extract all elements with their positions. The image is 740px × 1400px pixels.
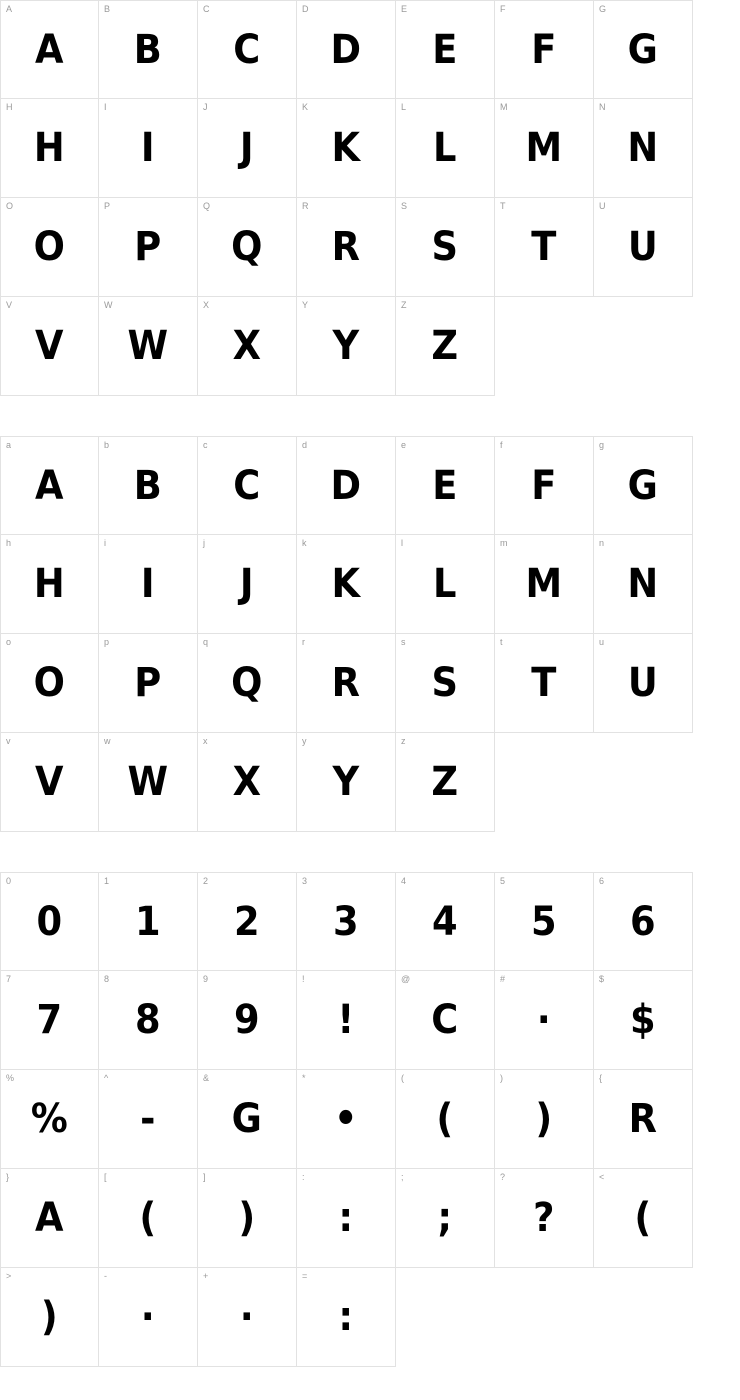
charset-cell-glyph: T	[531, 224, 557, 270]
charset-cell-label: S	[401, 201, 408, 211]
charset-cell[interactable]	[594, 1169, 693, 1268]
charset-cell[interactable]	[0, 99, 99, 198]
charset-cell-glyph: K	[331, 125, 361, 171]
charset-cell[interactable]	[0, 436, 99, 535]
charset-cell-label: y	[302, 736, 307, 746]
charset-cell[interactable]	[198, 297, 297, 396]
charset-cell[interactable]	[594, 0, 693, 99]
charset-cell-label: T	[500, 201, 506, 211]
charset-cell-label: l	[401, 538, 403, 548]
charset-cell[interactable]	[396, 872, 495, 971]
charset-cell[interactable]	[99, 99, 198, 198]
charset-cell[interactable]	[99, 198, 198, 297]
charset-cell-label: s	[401, 637, 406, 647]
charset-cell-empty	[594, 297, 693, 396]
charset-cell-label: z	[401, 736, 406, 746]
charset-row	[0, 1070, 740, 1169]
charset-cell[interactable]	[0, 198, 99, 297]
charset-cell-empty	[594, 733, 693, 832]
charset-row	[0, 297, 740, 396]
charset-cell-label: {	[599, 1073, 603, 1083]
charset-cell[interactable]	[0, 1070, 99, 1169]
charset-cell-glyph: J	[239, 561, 255, 607]
charset-cell[interactable]	[198, 436, 297, 535]
charset-cell-label: v	[6, 736, 11, 746]
charset-cell-glyph: P	[134, 660, 162, 706]
charset-cell[interactable]	[99, 1169, 198, 1268]
charset-cell-label: g	[599, 440, 605, 450]
charset-cell-glyph: V	[35, 759, 64, 805]
charset-cell-label: B	[104, 4, 111, 14]
charset-cell-glyph: Y	[332, 323, 360, 369]
charset-cell-glyph: 6	[629, 898, 657, 945]
charset-cell-glyph: U	[627, 224, 659, 270]
charset-cell[interactable]	[495, 0, 594, 99]
charset-block-lowercase	[0, 436, 740, 832]
charset-cell-label: K	[302, 102, 309, 112]
charset-cell-label: k	[302, 538, 307, 548]
charset-cell-label: f	[500, 440, 503, 450]
charset-cell[interactable]	[198, 1268, 297, 1367]
charset-cell[interactable]	[99, 733, 198, 832]
charset-cell-label: x	[203, 736, 208, 746]
charset-cell-glyph: ·	[536, 997, 552, 1043]
charset-cell-label: p	[104, 637, 110, 647]
charset-cell[interactable]	[0, 634, 99, 733]
charset-cell-label: ^	[104, 1073, 109, 1083]
charset-cell[interactable]	[594, 1070, 693, 1169]
charset-cell[interactable]	[0, 535, 99, 634]
charset-cell-label: (	[401, 1073, 404, 1083]
charset-row	[0, 971, 740, 1070]
charset-cell[interactable]	[396, 733, 495, 832]
charset-cell[interactable]	[99, 1070, 198, 1169]
charset-cell-glyph: (	[139, 1195, 157, 1241]
charset-cell-glyph: C	[233, 462, 261, 509]
charset-cell-glyph: Y	[332, 759, 360, 805]
charset-cell-label: :	[302, 1172, 305, 1182]
charset-cell-glyph: M	[525, 561, 563, 607]
charset-cell[interactable]	[594, 535, 693, 634]
charset-cell-glyph: D	[330, 462, 362, 509]
charset-cell[interactable]	[396, 1169, 495, 1268]
charset-cell[interactable]	[297, 1169, 396, 1268]
charset-cell-glyph: 5	[530, 898, 558, 945]
charset-cell-label: &	[203, 1073, 210, 1083]
charset-cell[interactable]	[594, 971, 693, 1070]
charset-cell-glyph: W	[127, 759, 169, 805]
charset-cell-glyph: O	[33, 224, 66, 270]
charset-cell-glyph: 1	[134, 898, 162, 945]
charset-cell-glyph: Z	[431, 323, 459, 369]
charset-cell[interactable]	[297, 99, 396, 198]
charset-cell-label: L	[401, 102, 407, 112]
charset-cell-glyph: )	[535, 1096, 553, 1142]
charset-cell-label: c	[203, 440, 208, 450]
charset-cell[interactable]	[396, 535, 495, 634]
charset-row	[0, 634, 740, 733]
charset-cell[interactable]	[297, 0, 396, 99]
charset-cell[interactable]	[297, 436, 396, 535]
charset-cell-glyph: C	[233, 26, 261, 73]
charset-cell-label: G	[599, 4, 607, 14]
charset-cell-label: P	[104, 201, 111, 211]
charset-cell[interactable]	[0, 297, 99, 396]
charset-cell[interactable]	[99, 0, 198, 99]
charset-cell-label: 1	[104, 876, 110, 886]
charset-cell-glyph: B	[133, 26, 163, 73]
charset-cell-glyph: H	[33, 125, 66, 171]
charset-cell-glyph: G	[231, 1096, 263, 1142]
charset-cell-glyph: N	[627, 125, 659, 171]
charset-cell-glyph: 8	[134, 997, 162, 1043]
charset-cell[interactable]	[396, 634, 495, 733]
charset-cell[interactable]	[396, 198, 495, 297]
charset-cell-label: *	[302, 1073, 306, 1083]
charset-block-digits-and-symbols	[0, 872, 740, 1367]
charset-cell-glyph: R	[331, 224, 361, 270]
charset-cell-glyph: F	[531, 462, 557, 509]
charset-cell-glyph: P	[134, 224, 162, 270]
charset-cell[interactable]	[198, 0, 297, 99]
charset-cell[interactable]	[495, 99, 594, 198]
charset-cell-label: H	[6, 102, 13, 112]
charset-cell-empty	[594, 1268, 693, 1367]
charset-cell-glyph: T	[531, 660, 557, 706]
charset-cell[interactable]	[0, 1268, 99, 1367]
charset-cell-glyph: S	[431, 660, 459, 706]
charset-cell-label: V	[6, 300, 13, 310]
charset-cell-glyph: 7	[36, 997, 63, 1043]
charset-cell[interactable]	[297, 872, 396, 971]
charset-cell[interactable]	[495, 198, 594, 297]
charset-cell[interactable]	[297, 535, 396, 634]
charset-cell-glyph: A	[35, 1195, 64, 1241]
charset-cell-glyph: ·	[140, 1294, 156, 1340]
charset-cell-glyph: (	[634, 1195, 652, 1241]
charset-cell-glyph: K	[331, 561, 361, 607]
charset-cell[interactable]	[594, 198, 693, 297]
charset-cell-label: }	[6, 1172, 10, 1182]
charset-cell[interactable]	[396, 99, 495, 198]
charset-cell-glyph: G	[627, 462, 659, 509]
charset-cell[interactable]	[99, 971, 198, 1070]
charset-row	[0, 436, 740, 535]
charset-cell-label: ]	[203, 1172, 206, 1182]
charset-cell-label: Z	[401, 300, 407, 310]
charset-cell-glyph: J	[239, 125, 255, 171]
charset-cell-label: d	[302, 440, 308, 450]
charset-cell[interactable]	[99, 297, 198, 396]
charset-cell-label: C	[203, 4, 210, 14]
charset-cell-glyph: O	[33, 660, 66, 706]
charset-cell[interactable]	[495, 1070, 594, 1169]
charset-cell-label: $	[599, 974, 605, 984]
charset-cell-label: o	[6, 637, 12, 647]
charset-cell-glyph: D	[330, 26, 362, 73]
charset-cell-label: D	[302, 4, 309, 14]
charset-cell-glyph: A	[35, 26, 64, 73]
charset-cell[interactable]	[297, 297, 396, 396]
charset-cell-glyph: V	[35, 323, 64, 369]
charset-cell-glyph: ?	[533, 1195, 555, 1241]
charset-cell-label: J	[203, 102, 208, 112]
charset-cell-label: =	[302, 1271, 308, 1281]
charset-cell[interactable]	[99, 872, 198, 971]
charset-cell-glyph: )	[238, 1195, 256, 1241]
charset-cell-glyph: I	[140, 561, 156, 607]
charset-cell-glyph: •	[333, 1096, 358, 1142]
charset-cell[interactable]	[198, 1070, 297, 1169]
charset-cell-glyph: F	[531, 26, 557, 73]
charset-cell-label: [	[104, 1172, 107, 1182]
charset-cell[interactable]	[198, 872, 297, 971]
charset-cell-label: q	[203, 637, 209, 647]
charset-cell-label: b	[104, 440, 110, 450]
charset-cell-glyph: Q	[231, 660, 263, 706]
charset-cell[interactable]	[594, 872, 693, 971]
charset-cell[interactable]	[0, 872, 99, 971]
charset-cell[interactable]	[495, 634, 594, 733]
charset-cell-glyph: C	[431, 997, 459, 1043]
charset-cell-glyph: ·	[239, 1294, 255, 1340]
charset-cell-glyph: L	[433, 125, 457, 171]
charset-cell[interactable]	[0, 1169, 99, 1268]
charset-cell-glyph: %	[30, 1096, 69, 1142]
charset-cell-label: h	[6, 538, 12, 548]
charset-cell-label: i	[104, 538, 106, 548]
charset-cell-label: 7	[6, 974, 12, 984]
charset-cell-label: Q	[203, 201, 211, 211]
charset-cell[interactable]	[495, 971, 594, 1070]
charset-cell-label: 2	[203, 876, 209, 886]
charset-cell-label: 8	[104, 974, 110, 984]
charset-cell-label: F	[500, 4, 506, 14]
charset-cell[interactable]	[396, 436, 495, 535]
charset-cell-label: w	[104, 736, 111, 746]
charset-cell-label: 5	[500, 876, 506, 886]
charset-cell[interactable]	[297, 971, 396, 1070]
charset-cell-glyph: )	[40, 1294, 59, 1340]
charset-cell-glyph: X	[232, 759, 262, 805]
charset-cell[interactable]	[198, 733, 297, 832]
charset-row	[0, 198, 740, 297]
charset-cell-glyph: E	[432, 462, 458, 509]
charset-cell-glyph: A	[35, 462, 64, 509]
charset-cell-glyph: Z	[431, 759, 459, 805]
charset-cell[interactable]	[495, 872, 594, 971]
charset-cell[interactable]	[198, 198, 297, 297]
charset-cell-glyph: 9	[233, 997, 261, 1043]
charset-cell-label: E	[401, 4, 408, 14]
charset-cell-label: 9	[203, 974, 209, 984]
charset-cell-label: M	[500, 102, 508, 112]
charset-cell-label: u	[599, 637, 605, 647]
charset-cell-label: @	[401, 974, 411, 984]
charset-cell-label: A	[6, 4, 13, 14]
charset-cell-glyph: R	[331, 660, 361, 706]
charset-cell[interactable]	[297, 634, 396, 733]
charset-cell-glyph: X	[232, 323, 262, 369]
charset-cell[interactable]	[594, 436, 693, 535]
charset-cell-glyph: W	[127, 323, 169, 369]
charset-cell-glyph: U	[627, 660, 659, 706]
charset-block-uppercase	[0, 0, 740, 396]
charset-cell-glyph: B	[133, 462, 163, 509]
charset-cell[interactable]	[396, 1070, 495, 1169]
charset-cell-label: a	[6, 440, 12, 450]
charset-row	[0, 733, 740, 832]
charset-cell-glyph: $	[629, 997, 657, 1043]
charset-cell-label: <	[599, 1172, 605, 1182]
charset-cell-glyph: 0	[36, 898, 63, 945]
charset-cell-label: 6	[599, 876, 605, 886]
charset-cell-label: r	[302, 637, 305, 647]
charset-cell-glyph: :	[338, 1294, 354, 1340]
charset-cell-glyph: !	[337, 997, 355, 1043]
charset-cell[interactable]	[0, 0, 99, 99]
charset-cell-label: +	[203, 1271, 209, 1281]
charset-row	[0, 872, 740, 971]
charset-cell-glyph: I	[140, 125, 156, 171]
charset-cell-empty	[495, 733, 594, 832]
charset-cell[interactable]	[198, 634, 297, 733]
charset-row	[0, 535, 740, 634]
charset-cell[interactable]	[396, 971, 495, 1070]
charset-cell[interactable]	[396, 297, 495, 396]
charset-cell-label: 3	[302, 876, 308, 886]
charset-row	[0, 1268, 740, 1367]
charset-cell-glyph: S	[431, 224, 459, 270]
charset-cell[interactable]	[99, 436, 198, 535]
charset-cell[interactable]	[198, 99, 297, 198]
charset-cell[interactable]	[99, 634, 198, 733]
charset-cell-label: I	[104, 102, 107, 112]
charset-cell-label: m	[500, 538, 508, 548]
charset-cell-empty	[396, 1268, 495, 1367]
charset-cell-label: U	[599, 201, 606, 211]
charset-cell[interactable]	[297, 733, 396, 832]
charset-cell-label: N	[599, 102, 606, 112]
charset-cell-label: j	[203, 538, 205, 548]
charset-cell-label: Y	[302, 300, 309, 310]
charset-cell[interactable]	[495, 535, 594, 634]
charset-cell-label: e	[401, 440, 407, 450]
charset-cell[interactable]	[198, 535, 297, 634]
charset-row	[0, 99, 740, 198]
charset-cell-glyph: -	[140, 1096, 156, 1142]
charset-cell[interactable]	[495, 1169, 594, 1268]
charset-cell-label: 0	[6, 876, 12, 886]
charset-row	[0, 1169, 740, 1268]
charset-cell-empty	[495, 1268, 594, 1367]
charset-cell-empty	[495, 297, 594, 396]
charset-cell-label: n	[599, 538, 605, 548]
charset-cell[interactable]	[99, 535, 198, 634]
charset-cell-label: !	[302, 974, 305, 984]
charset-cell[interactable]	[297, 198, 396, 297]
charset-cell-label: t	[500, 637, 503, 647]
charset-cell-label: 4	[401, 876, 407, 886]
charset-cell-label: -	[104, 1271, 107, 1281]
charset-cell-glyph: L	[433, 561, 457, 607]
charset-cell-label: W	[104, 300, 113, 310]
charset-cell-glyph: Q	[231, 224, 263, 270]
charset-cell[interactable]	[297, 1070, 396, 1169]
charset-cell[interactable]	[594, 99, 693, 198]
charset-cell-glyph: G	[627, 26, 659, 73]
charset-cell-label: >	[6, 1271, 12, 1281]
charset-cell-glyph: E	[432, 26, 458, 73]
charset-cell-label: )	[500, 1073, 503, 1083]
charset-cell[interactable]	[198, 1169, 297, 1268]
charset-cell[interactable]	[495, 436, 594, 535]
charset-cell-label: ;	[401, 1172, 404, 1182]
charset-row	[0, 0, 740, 99]
charset-cell[interactable]	[297, 1268, 396, 1367]
charset-cell[interactable]	[0, 733, 99, 832]
charset-cell[interactable]	[594, 634, 693, 733]
charset-cell-glyph: N	[627, 561, 659, 607]
charset-cell[interactable]	[0, 971, 99, 1070]
charset-cell-label: O	[6, 201, 14, 211]
charset-cell-glyph: R	[628, 1096, 658, 1142]
charset-cell-glyph: :	[338, 1195, 354, 1241]
charset-cell-glyph: ;	[437, 1195, 453, 1241]
charset-cell-glyph: H	[33, 561, 66, 607]
charset-cell-glyph: (	[436, 1096, 454, 1142]
charset-cell-glyph: 4	[431, 898, 459, 945]
charset-cell-label: X	[203, 300, 210, 310]
charset-cell-label: %	[6, 1073, 15, 1083]
charset-cell-glyph: M	[525, 125, 563, 171]
charset-cell-label: ?	[500, 1172, 506, 1182]
charset-cell[interactable]	[99, 1268, 198, 1367]
charset-cell-label: R	[302, 201, 309, 211]
charset-cell-glyph: 2	[233, 898, 261, 945]
charset-cell-label: #	[500, 974, 506, 984]
charset-cell[interactable]	[396, 0, 495, 99]
charset-cell[interactable]	[198, 971, 297, 1070]
charset-cell-glyph: 3	[332, 898, 360, 945]
